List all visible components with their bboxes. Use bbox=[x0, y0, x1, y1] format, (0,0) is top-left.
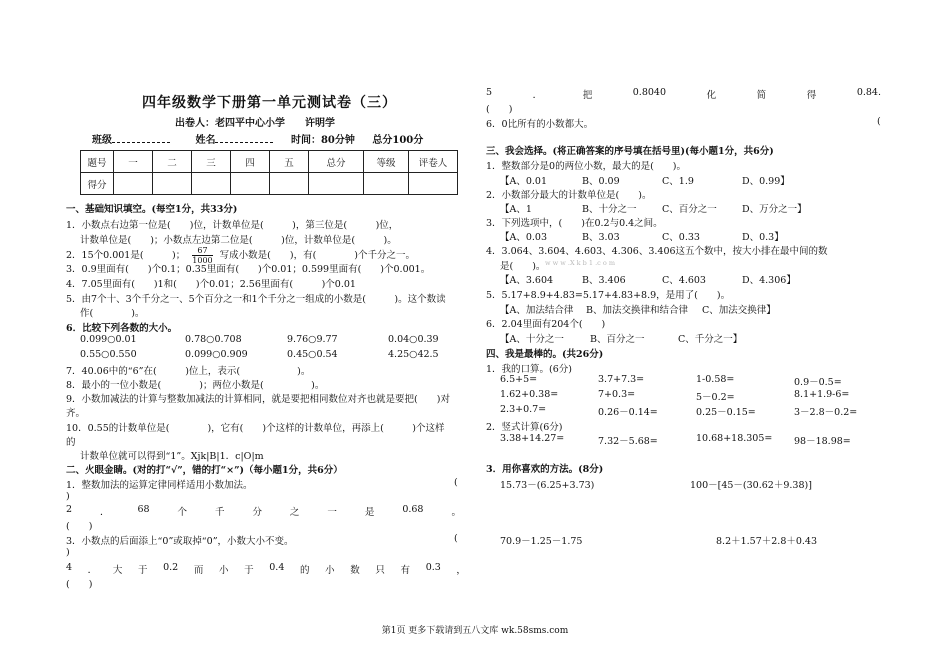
tf4-word: 0.4 bbox=[269, 562, 285, 573]
q2-part-b: 写成小数是( )，有( )个千分之一。 bbox=[219, 250, 415, 261]
option: B、3.03 bbox=[582, 232, 620, 243]
oral-item: 7+0.3= bbox=[598, 389, 636, 400]
compare-item: 9.76○9.77 bbox=[287, 334, 338, 345]
option: C、4.603 bbox=[662, 275, 706, 286]
vertical-calc-item: 3.38+14.27= bbox=[500, 433, 565, 444]
oral-item: 6.5+5= bbox=[500, 374, 538, 385]
table-header: 评卷人 bbox=[409, 151, 458, 173]
option: D、0.99】 bbox=[742, 176, 790, 187]
tf2-word: 之 bbox=[289, 507, 300, 518]
option: B、0.09 bbox=[582, 176, 620, 187]
section-1-heading: 一、基础知识填空。(每空1分，共33分) bbox=[66, 204, 238, 215]
fraction-denominator: 1000 bbox=[192, 256, 213, 265]
score-cell[interactable] bbox=[309, 173, 364, 195]
compare-item: 0.45○0.54 bbox=[287, 349, 338, 360]
q3-line: 3．0.9里面有( )个0.1；0.35里面有( )个0.01；0.599里面有( )个0.001。 bbox=[66, 264, 431, 275]
tf5-word: 5 bbox=[486, 87, 493, 98]
tf5-word: 0.84. bbox=[856, 87, 881, 98]
option: B、百分之一 bbox=[590, 334, 645, 345]
option: C、0.33 bbox=[662, 232, 700, 243]
oral-item: 0.9－0.5= bbox=[794, 377, 842, 388]
choice-6-question: 6．2.04里面有204个( ) bbox=[486, 319, 606, 330]
tf4-word: 小 bbox=[218, 565, 229, 576]
oral-item: 3－2.8－0.2= bbox=[794, 407, 858, 418]
tf3-paren-close: ) bbox=[66, 547, 70, 558]
tf4-word: 只 bbox=[375, 565, 385, 576]
tf5-word: 简 bbox=[756, 90, 767, 101]
choice-4-question-a: 4．3.064、3.604、4.603、4.306、3.406这五个数中，按大小排在最中间的数 bbox=[486, 246, 828, 257]
option: D、0.3】 bbox=[742, 232, 784, 243]
compare-item: 4.25○42.5 bbox=[388, 349, 439, 360]
tf4-word: ． bbox=[87, 565, 98, 576]
tf4-paren: ( ) bbox=[66, 579, 93, 590]
favorite-method-heading: 3．用你喜欢的方法。(8分) bbox=[486, 464, 604, 475]
option: B、3.406 bbox=[582, 275, 626, 286]
table-header: 四 bbox=[231, 151, 270, 173]
tf4-word: 0.3 bbox=[425, 562, 441, 573]
favorite-expr-3: 70.9－1.25－1.75 bbox=[500, 536, 583, 547]
table-header: 等级 bbox=[364, 151, 409, 173]
q9-line-b: 齐。 bbox=[66, 408, 86, 419]
tf1-paren-open: ( bbox=[454, 477, 458, 488]
table-header: 二 bbox=[153, 151, 192, 173]
vertical-calc-item: 7.32－5.68= bbox=[598, 436, 658, 447]
q6-heading: 6．比较下列各数的大小。 bbox=[66, 323, 178, 334]
watermark: w w w .X k b 1 .c o m bbox=[545, 259, 615, 267]
option: B、十分之一 bbox=[582, 204, 637, 215]
oral-item: 2.3+0.7= bbox=[500, 404, 547, 415]
option: 【A、3.604 bbox=[500, 275, 554, 286]
score-cell[interactable] bbox=[270, 173, 309, 195]
score-cell[interactable] bbox=[114, 173, 153, 195]
tf4-word: ， bbox=[456, 565, 466, 576]
tf4-word: 小 bbox=[325, 565, 335, 576]
favorite-expr-1: 15.73－(6.25+3.73) bbox=[500, 480, 595, 491]
tf4-word: 的 bbox=[299, 565, 310, 576]
favorite-expr-2: 100－[45－(30.62＋9.38)] bbox=[690, 480, 812, 491]
tf4-word: 0.2 bbox=[163, 562, 179, 573]
tf4-word: 于 bbox=[244, 565, 254, 576]
vertical-calc-heading: 2．竖式计算(6分) bbox=[486, 422, 563, 433]
tf5-line bbox=[486, 87, 881, 101]
score-cell[interactable] bbox=[153, 173, 192, 195]
tf3-paren-open: ( bbox=[454, 533, 458, 544]
option: C、1.9 bbox=[662, 176, 694, 187]
tf1-line: 1．整数加法的运算定律同样适用小数加法。 bbox=[66, 480, 253, 491]
tf6-line: 6．0比所有的小数都大。 bbox=[486, 119, 594, 130]
option: 【A、1 bbox=[500, 204, 532, 215]
section-3-heading: 三、我会选择。(将正确答案的序号填在括号里)(每小题1分，共6分) bbox=[486, 146, 774, 157]
tf1-paren-close: ) bbox=[66, 491, 70, 502]
table-header: 题号 bbox=[81, 151, 114, 173]
section-2-heading: 二、火眼金睛。(对的打“√”，错的打“×”)（每小题1分，共6分） bbox=[66, 465, 343, 476]
compare-item: 0.78○0.708 bbox=[185, 334, 242, 345]
table-header: 总分 bbox=[309, 151, 364, 173]
q1-line-a: 1．小数点右边第一位是( )位，计数单位是( )，第三位是( )位， bbox=[66, 220, 399, 231]
q2-part-a: 2．15个0.001是( )； bbox=[66, 250, 186, 261]
q9-line-a: 9．小数加减法的计算与整数加减法的计算相同，就是要把相同数位对齐也就是要把( )对 bbox=[66, 394, 450, 405]
time-label: 时间：80分钟 bbox=[290, 135, 355, 146]
tf4-word: 于 bbox=[137, 565, 148, 576]
tf6-paren: ( bbox=[877, 116, 881, 127]
q8-line: 8．最小的一位小数是( )；两位小数是( )。 bbox=[66, 380, 325, 391]
score-table bbox=[80, 150, 458, 195]
page-footer: 第1页 更多下载请到五八文库 wk.58sms.com bbox=[381, 626, 569, 636]
tf2-word: 是 bbox=[364, 507, 375, 518]
oral-item: 1-0.58= bbox=[696, 374, 735, 385]
oral-item: 0.26－0.14= bbox=[598, 407, 658, 418]
option: C、加法交换律】 bbox=[702, 305, 776, 316]
tf2-word: 68 bbox=[137, 504, 150, 515]
option: B、加法交换律和结合律 bbox=[586, 305, 688, 316]
score-cell[interactable] bbox=[231, 173, 270, 195]
choice-3-question: 3．下列选项中，( )在0.2与0.4之间。 bbox=[486, 218, 663, 229]
tf2-word: 2 bbox=[66, 504, 73, 515]
option: D、4.306】 bbox=[742, 275, 796, 286]
score-cell[interactable] bbox=[192, 173, 231, 195]
tf2-word: 千 bbox=[214, 507, 225, 518]
option: D、万分之一】 bbox=[742, 204, 807, 215]
tf4-word: 大 bbox=[112, 565, 123, 576]
author-line: 出卷人：老四平中心小学 许明学 bbox=[175, 118, 335, 129]
compare-item: 0.04○0.39 bbox=[388, 334, 439, 345]
tf5-word: 得 bbox=[806, 90, 817, 101]
tf5-word: 化 bbox=[706, 90, 717, 101]
info-line bbox=[92, 131, 423, 146]
table-header: 三 bbox=[192, 151, 231, 173]
score-table-header-row bbox=[81, 151, 458, 173]
tf2-word: ． bbox=[100, 507, 110, 518]
vertical-calc-item: 98－18.98= bbox=[794, 436, 851, 447]
q1-line-b: 计数单位是( )；小数点左边第二位是( )位，计数单位是( )。 bbox=[80, 235, 397, 246]
class-label: 班级 bbox=[92, 135, 112, 146]
tf4-line bbox=[66, 562, 466, 576]
q10-line-a: 10．0.55的计数单位是( )，它有( )个这样的计数单位，再添上( )个这样 bbox=[66, 423, 445, 434]
tf5-word: 0.8040 bbox=[632, 87, 667, 98]
table-header: 一 bbox=[114, 151, 153, 173]
q5-line-b: 作( )。 bbox=[80, 308, 145, 319]
compare-item: 0.55○0.550 bbox=[80, 349, 137, 360]
tf4-word: 有 bbox=[400, 565, 411, 576]
page-title: 四年级数学下册第一单元测试卷（三） bbox=[142, 95, 397, 111]
choice-1-question: 1．整数部分是0的两位小数，最大的是( )。 bbox=[486, 161, 687, 172]
tf5-word: 把 bbox=[582, 90, 593, 101]
tf3-line: 3．小数点的后面添上“0”或取掉“0”，小数大小不变。 bbox=[66, 536, 294, 547]
option: C、百分之一 bbox=[662, 204, 717, 215]
tf4-word: 数 bbox=[350, 565, 360, 576]
q7-line: 7．40.06中的“6”在( )位上，表示( )。 bbox=[66, 366, 311, 377]
tf2-line bbox=[66, 504, 461, 518]
choice-5-question: 5．5.17+8.9+4.83=5.17+4.83+8.9，是用了( )。 bbox=[486, 290, 731, 301]
oral-heading: 1．我的口算。(6分) bbox=[486, 364, 573, 375]
table-header: 五 bbox=[270, 151, 309, 173]
tf4-word: 而 bbox=[193, 565, 204, 576]
option: 【A、加法结合律 bbox=[500, 305, 574, 316]
score-cell[interactable] bbox=[364, 173, 409, 195]
q10-line-c: 计数单位就可以得到“1”。Xjk|B|1．c|O|m bbox=[80, 451, 264, 462]
score-row-label: 得分 bbox=[81, 173, 114, 195]
name-label: 姓名 bbox=[195, 135, 216, 146]
oral-item: 0.25－0.15= bbox=[696, 407, 756, 418]
compare-item: 0.099○0.01 bbox=[80, 334, 137, 345]
section-4-heading: 四、我是最棒的。(共26分) bbox=[486, 349, 604, 360]
oral-item: 8.1+1.9-6= bbox=[794, 389, 850, 400]
option: 【A、十分之一 bbox=[500, 334, 564, 345]
tf2-word: 一 bbox=[327, 507, 337, 518]
tf2-word: 0.68 bbox=[402, 504, 424, 515]
choice-2-question: 2．小数部分最大的计数单位是( )。 bbox=[486, 190, 652, 201]
score-row bbox=[81, 173, 458, 195]
option: C、千分之一】 bbox=[678, 334, 743, 345]
tf2-word: 个 bbox=[177, 507, 188, 518]
compare-item: 0.099○0.909 bbox=[185, 349, 248, 360]
vertical-calc-item: 10.68+18.305= bbox=[696, 433, 773, 444]
q4-line: 4．7.05里面有( )1和( )个0.01；2.56里面有( )个0.01 bbox=[66, 279, 356, 290]
total-label: 总分100分 bbox=[372, 135, 424, 146]
option: 【A、0.01 bbox=[500, 176, 548, 187]
oral-item: 1.62+0.38= bbox=[500, 389, 559, 400]
score-cell[interactable] bbox=[409, 173, 458, 195]
tf2-word: 。 bbox=[451, 507, 461, 518]
tf5-word: ． bbox=[532, 90, 543, 101]
option: 【A、0.03 bbox=[500, 232, 548, 243]
q10-line-b: 的 bbox=[66, 437, 76, 448]
choice-4-question-b: 是( )。 bbox=[500, 261, 546, 272]
favorite-expr-4: 8.2＋1.57＋2.8＋0.43 bbox=[716, 536, 818, 547]
oral-item: 5－0.2= bbox=[696, 392, 735, 403]
tf5-paren: ( ) bbox=[486, 104, 513, 115]
tf2-paren: ( ) bbox=[66, 521, 93, 532]
oral-item: 3.7+7.3= bbox=[598, 374, 645, 385]
fraction-numerator: 67 bbox=[192, 246, 212, 256]
tf2-word: 分 bbox=[252, 507, 262, 518]
tf4-word: 4 bbox=[66, 562, 73, 573]
q5-line-a: 5．由7个十、3个千分之一、5个百分之一和1个千分之一组成的小数是( )。这个数读 bbox=[66, 294, 446, 305]
